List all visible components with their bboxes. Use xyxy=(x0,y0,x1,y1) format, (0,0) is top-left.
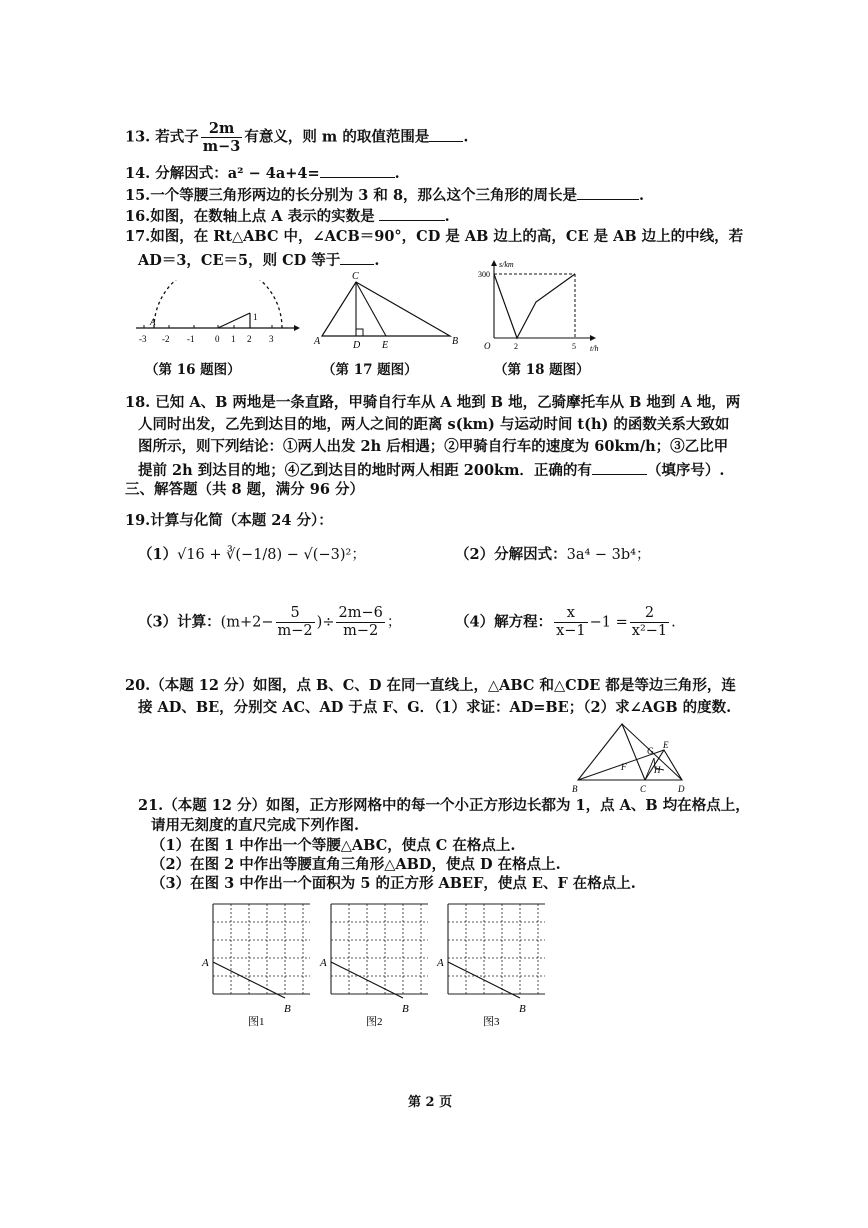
denominator: x²−1 xyxy=(631,623,668,639)
punctuation: ； xyxy=(351,547,366,563)
point-b-label: B xyxy=(572,784,578,794)
q18-line4-end: （填序号）. xyxy=(646,462,725,479)
q19-part1-expression: √16 + ∛(−1/8) − √(−3)² xyxy=(177,547,352,563)
q18-line1: 18. 已知 A、B 两地是一条直路，甲骑自行车从 A 地到 B 地，乙骑摩托车从 B 地到 A 地，两 xyxy=(125,394,741,411)
denominator: x−1 xyxy=(556,623,586,639)
answer-blank[interactable] xyxy=(340,249,374,265)
point-b-label: B xyxy=(284,1003,291,1015)
fraction xyxy=(630,605,669,640)
q13-suffix: 有意义，则 m 的取值范围是 xyxy=(244,128,430,146)
x-unit: t/h xyxy=(590,344,599,353)
question-18-line3 xyxy=(138,437,728,457)
page-number: 第 2 页 xyxy=(408,1095,453,1110)
point-f-label: F xyxy=(621,762,627,772)
question-21-line1 xyxy=(138,796,750,816)
point-b-label: B xyxy=(402,1003,409,1015)
numerator: x xyxy=(554,605,588,623)
x-tick: 5 xyxy=(572,342,576,351)
grid-figure-3 xyxy=(435,900,545,1030)
expression-part: (m+2− xyxy=(220,614,274,631)
question-19-title: 19.计算与化简（本题 24 分）： xyxy=(125,512,333,529)
q18-line3: 图所示，则下列结论：①两人出发 2h 后相遇；②甲骑自行车的速度为 60km/h；③乙比甲 xyxy=(138,438,729,455)
part-label: （1） xyxy=(138,546,178,563)
point-b-label: B xyxy=(519,1003,526,1015)
part-label: （3）计算： xyxy=(138,613,221,631)
numerator: 2 xyxy=(630,605,669,623)
q14-text: 14. 分解因式：a² − 4a+4= xyxy=(125,165,320,182)
q19-part2 xyxy=(455,545,650,565)
q13-prefix: 13. 若式子 xyxy=(125,128,199,146)
denominator: m−2 xyxy=(277,623,313,639)
question-21-item2 xyxy=(151,855,561,875)
q13-denominator: m−3 xyxy=(202,138,241,155)
point-a-label: A xyxy=(202,957,209,969)
expression-part: )÷ xyxy=(316,614,335,631)
fraction xyxy=(276,605,315,640)
q17-line2: AD＝3，CE＝5，则 CD 等于 xyxy=(138,252,341,269)
figure-18-graph xyxy=(478,258,608,356)
answer-blank[interactable] xyxy=(429,126,463,142)
figure-16-number-line xyxy=(132,280,302,350)
segment-label: 1 xyxy=(253,312,258,322)
y-tick-300: 300 xyxy=(478,270,490,279)
question-20-line1 xyxy=(125,676,736,696)
point-h-label: H xyxy=(654,765,661,775)
tick-label: -3 xyxy=(139,334,147,344)
grid-figure-2 xyxy=(318,900,428,1030)
grid-caption: 图2 xyxy=(366,1016,383,1028)
q13-numerator: 2m xyxy=(201,120,243,138)
question-18-line4 xyxy=(138,459,725,481)
q21-line1: 21.（本题 12 分）如图，正方形网格中的每一个小正方形边长都为 1，点 A、B 均在格点上， xyxy=(138,797,750,814)
question-15 xyxy=(125,184,644,206)
point-g-label: G xyxy=(647,746,654,756)
point-d-label: D xyxy=(678,784,685,794)
point-a-label: A xyxy=(437,957,444,969)
q15-text: 15.一个等腰三角形两边的长分别为 3 和 8，那么这个三角形的周长是 xyxy=(125,187,578,204)
q17-end: . xyxy=(374,252,380,269)
figure-16-caption: （第 16 题图） xyxy=(145,362,241,378)
q18-line2: 人同时出发，乙先到达目的地，两人之间的距离 s(km) 与运动时间 t(h) 的函数关系大致如 xyxy=(138,416,730,433)
point-e-label: E xyxy=(382,340,389,350)
question-21-line2 xyxy=(151,816,359,836)
figure-17-caption: （第 17 题图） xyxy=(322,362,418,378)
q19-part4 xyxy=(455,605,676,640)
answer-blank[interactable] xyxy=(577,184,639,200)
answer-blank[interactable] xyxy=(320,162,395,178)
x-tick: 2 xyxy=(514,342,518,351)
figure-17-triangle xyxy=(310,268,460,350)
y-unit: s/km xyxy=(499,260,514,269)
q18-line4: 提前 2h 到达目的地；④乙到达目的地时两人相距 200km．正确的有 xyxy=(138,462,592,479)
question-20-line2 xyxy=(138,698,731,718)
tick-label: -1 xyxy=(187,334,195,344)
point-d-label: D xyxy=(353,340,361,350)
q16-end: . xyxy=(444,208,450,225)
numerator: 2m−6 xyxy=(338,605,383,621)
punctuation: ； xyxy=(635,547,651,563)
answer-blank[interactable] xyxy=(379,205,445,221)
grid-caption: 图3 xyxy=(483,1016,500,1028)
figure-18-caption: （第 18 题图） xyxy=(494,362,590,378)
vertex-c-label: C xyxy=(352,271,359,282)
point-e-label: E xyxy=(663,740,669,750)
q13-end: . xyxy=(463,128,469,146)
question-18-line2 xyxy=(138,415,729,435)
grid-caption: 图1 xyxy=(248,1016,265,1028)
tick-label: 2 xyxy=(247,334,252,344)
question-13 xyxy=(125,120,468,155)
question-16 xyxy=(125,205,450,227)
q13-fraction xyxy=(201,120,243,155)
q16-text: 16.如图，在数轴上点 A 表示的实数是 xyxy=(125,208,375,225)
point-c-label: C xyxy=(640,784,647,794)
expression-part: −1 = xyxy=(589,614,628,631)
part-label: （2）分解因式： xyxy=(455,546,567,563)
q21-item2: （2）在图 2 中作出等腰直角三角形△ABD，使点 D 在格点上. xyxy=(151,856,561,873)
tick-label: -2 xyxy=(162,334,170,344)
question-14 xyxy=(125,162,400,184)
numerator: 5 xyxy=(276,605,315,623)
question-21-item3 xyxy=(151,874,636,894)
q21-item3: （3）在图 3 中作出一个面积为 5 的正方形 ABEF，使点 E、F 在格点上. xyxy=(151,875,636,892)
q21-item1: （1）在图 1 中作出一个等腰△ABC，使点 C 在格点上. xyxy=(151,837,516,854)
fraction xyxy=(336,605,384,640)
point-a-label: A xyxy=(320,957,327,969)
part-label: （4）解方程： xyxy=(455,613,553,631)
fraction xyxy=(554,605,588,640)
punctuation: ； xyxy=(386,614,402,631)
grid-figure-1 xyxy=(200,900,310,1030)
q14-end: . xyxy=(394,165,400,182)
q15-end: . xyxy=(639,187,645,204)
tick-label: 1 xyxy=(231,334,236,344)
tick-label: 3 xyxy=(269,334,274,344)
q19-part1 xyxy=(138,545,366,565)
denominator: m−2 xyxy=(343,623,379,639)
origin-label: O xyxy=(484,341,491,351)
section-heading: 三、解答题（共 8 题，满分 96 分） xyxy=(125,481,364,498)
point-a-label: A xyxy=(150,317,156,327)
question-17-line1 xyxy=(125,227,743,247)
q21-line2: 请用无刻度的直尺完成下列作图. xyxy=(151,817,360,834)
q19-part3 xyxy=(138,605,401,640)
vertex-b-label: B xyxy=(452,336,459,347)
vertex-a-label: A xyxy=(314,336,321,347)
question-21-item1 xyxy=(151,836,515,856)
answer-blank[interactable] xyxy=(592,459,647,475)
q20-line2: 接 AD、BE，分别交 AC、AD 于点 F、G．（1）求证：AD=BE；（2）求∠AGB 的度数. xyxy=(138,699,732,716)
figure-20-triangles xyxy=(568,718,693,798)
punctuation: . xyxy=(671,614,676,631)
q17-line1: 17.如图，在 Rt△ABC 中，∠ACB＝90°，CD 是 AB 边上的高，CE 是 AB 边上的中线，若 xyxy=(125,228,744,245)
tick-label: 0 xyxy=(215,334,220,344)
question-18-line1 xyxy=(125,393,740,413)
q19-part2-expression: 3a⁴ − 3b⁴ xyxy=(566,547,636,563)
q20-line1: 20.（本题 12 分）如图，点 B、C、D 在同一直线上，△ABC 和△CDE 都是等边三角形，连 xyxy=(125,677,736,694)
